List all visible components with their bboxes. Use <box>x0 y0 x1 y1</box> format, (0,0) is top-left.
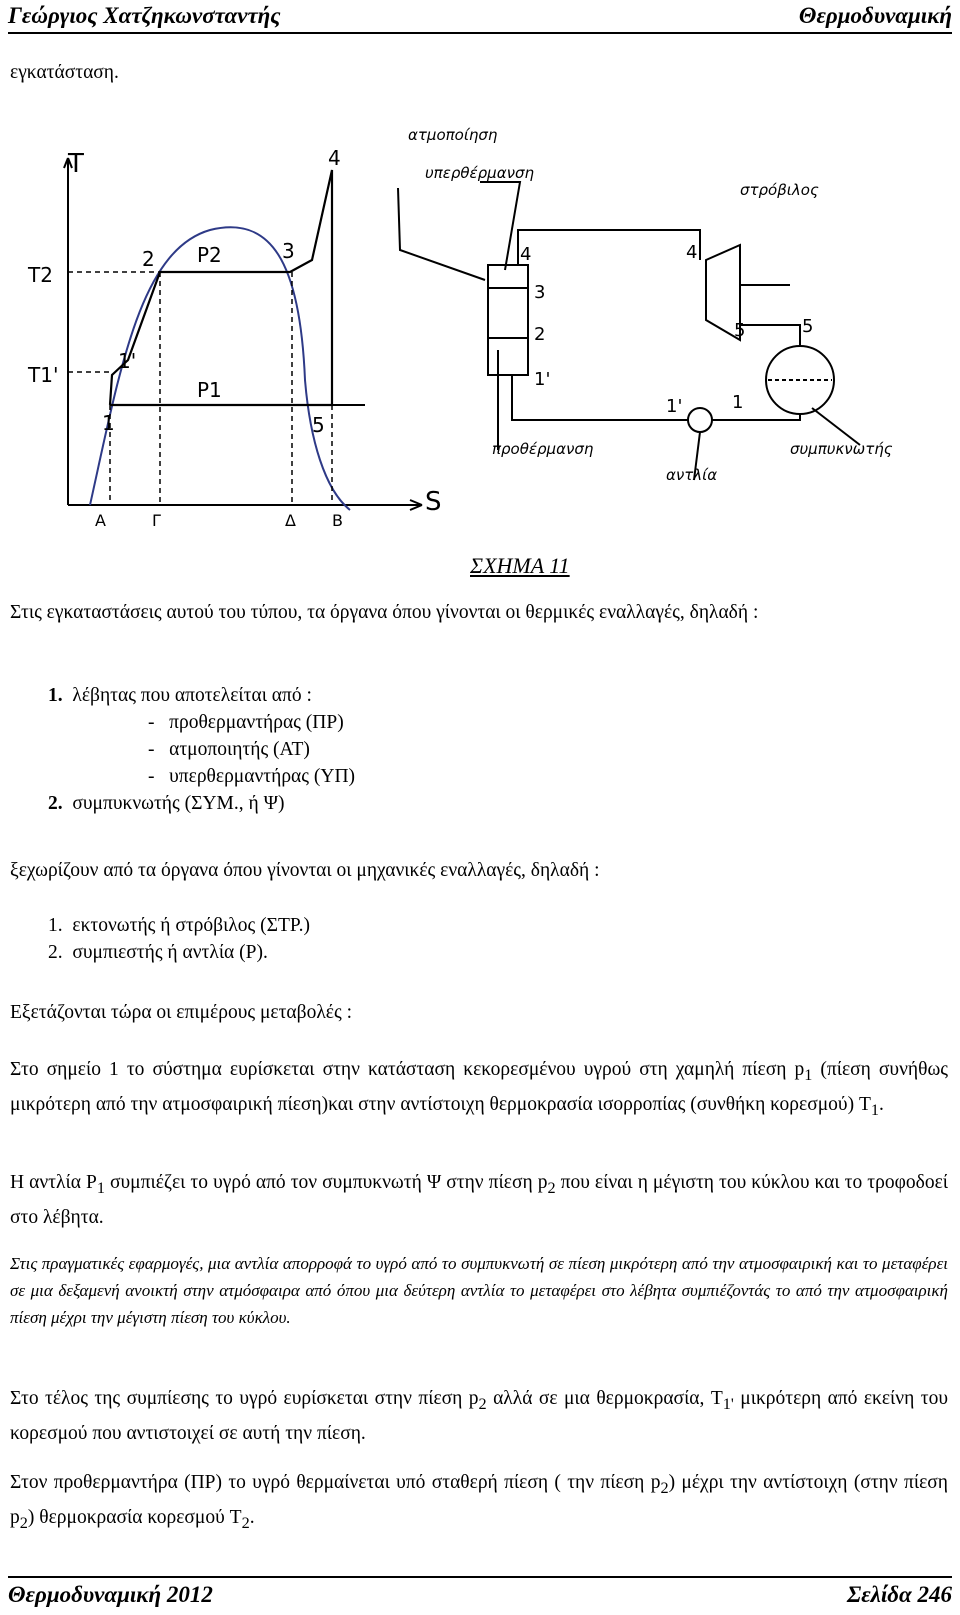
figure-caption: ΣΧΗΜΑ 11 <box>470 553 570 578</box>
tick-gamma: Γ <box>152 511 161 530</box>
condensate-line <box>712 414 800 420</box>
tick-delta: Δ <box>285 511 296 530</box>
label-protherm: προθέρμανση <box>492 440 594 458</box>
label-strovilos: στρόβιλος <box>740 181 819 199</box>
label-sympyknotis: συμπυκνωτής <box>790 440 893 458</box>
t-axis-label: T <box>68 149 84 179</box>
list-text: λέβητας που αποτελείται από : <box>72 685 312 706</box>
node-1prime: 1' <box>534 369 551 390</box>
list-dash: - <box>148 766 155 787</box>
list-item <box>48 763 355 790</box>
label-atmopoiisi: ατμοποίηση <box>408 126 498 144</box>
paragraph-3: Εξετάζονται τώρα οι επιμέρους μεταβολές : <box>10 1002 352 1023</box>
node-1prime-b: 1' <box>666 396 683 417</box>
list-text: συμπυκνωτής (ΣΥΜ., ή Ψ) <box>72 793 285 814</box>
paragraph-8: Στον προθερμαντήρα (ΠΡ) το υγρό θερμαίνεται υπό σταθερή πίεση ( την πίεση $p_2$) μέχρι την αντίστοιχη (στην πίεση $p_2$) θερμοκρασία κορεσμού $T_2$. <box>10 1472 948 1532</box>
list-num: 2. <box>48 793 63 814</box>
t2-label: T2 <box>28 263 53 287</box>
label-yperthermansi: υπερθέρμανση <box>425 164 534 182</box>
node-5a: 5 <box>734 320 746 341</box>
label-antlia: αντλία <box>666 466 718 484</box>
list-num: 2. <box>48 942 63 963</box>
list-text: ατμοποιητής (ΑΤ) <box>169 739 310 760</box>
header-author: Γεώργιος Χατζηκωνσταντής <box>8 3 281 28</box>
list-item <box>48 682 355 709</box>
figure-11 <box>0 110 960 540</box>
list-item <box>48 709 355 736</box>
footer-page-number: Σελίδα 246 <box>846 1582 952 1607</box>
list-item <box>48 790 355 817</box>
intro-line: εγκατάσταση. <box>10 62 119 83</box>
tick-beta: Β <box>332 511 343 530</box>
rankine-cycle <box>110 170 332 405</box>
paragraph-5: Η αντλία $P_1$ συμπιέζει το υγρό από τον συμπυκνωτή Ψ στην πίεση $p_2$ που είναι η μέγιστη του κύκλου και το τροφοδοεί στο λέβητα. <box>10 1172 949 1228</box>
point-2: 2 <box>142 247 155 271</box>
page-header <box>8 0 952 34</box>
p2-label: P2 <box>197 243 222 267</box>
header-subject: Θερμοδυναμική <box>798 3 952 28</box>
list-num: 1. <box>48 685 63 706</box>
steam-line <box>518 230 700 265</box>
node-4b: 4 <box>686 242 698 263</box>
footer-left: Θερμοδυναμική 2012 <box>8 1582 213 1607</box>
paragraph-1: Στις εγκαταστάσεις αυτού του τύπου, τα όργανα όπου γίνονται οι θερμικές εναλλαγές, δηλαδή : <box>10 602 759 623</box>
node-5b: 5 <box>802 316 814 337</box>
list-dash: - <box>148 712 155 733</box>
s-axis-label: S <box>425 487 442 517</box>
paragraph-7: Στο τέλος της συμπίεσης το υγρό ευρίσκεται στην πίεση $p_2$ αλλά σε μια θερμοκρασία, $T_{1'}$ μικρότερη από εκείνη του κορεσμού που αντιστοιχεί σε αυτή την πίεση. <box>10 1388 948 1444</box>
list-text: εκτονωτής ή στρόβιλος (ΣΤΡ.) <box>72 915 310 936</box>
list-item <box>48 912 310 939</box>
node-1: 1 <box>732 392 744 413</box>
list-item <box>48 736 355 763</box>
list-text: συμπιεστής ή αντλία (Ρ). <box>72 942 268 963</box>
point-1: 1 <box>102 411 115 435</box>
point-3: 3 <box>282 239 295 263</box>
point-1prime: 1' <box>118 349 137 373</box>
exhaust-line <box>740 325 800 345</box>
pump <box>688 408 712 432</box>
paragraph-4: Στο σημείο 1 το σύστημα ευρίσκεται στην κατάσταση κεκορεσμένου υγρού στη χαμηλή πίεση $p_1$ (πίεση συνήθως μικρότερη από την ατμοσφαιρική πίεση)και στην αντίστοιχη θερμοκρασία ισορροπίας (συνθήκη κορεσμού) $T_1$. <box>10 1059 949 1119</box>
list-num: 1. <box>48 915 63 936</box>
paragraph-6-note: Στις πραγματικές εφαρμογές, μια αντλία απορροφά το υγρό από το συμπυκνωτή σε πίεση μικρότερη από την ατμοσφαιρική και το μεταφέρει σε μια δεξαμενή ανοικτή στην ατμόσφαιρα από όπου μια δεύτερη αντλία το μεταφέρει στο λέβητα συμπιέζοντάς το από την ατμοσφαιρική πίεση μέχρι την μέγιστη πίεση του κύκλου. <box>10 1254 948 1327</box>
node-2: 2 <box>534 324 546 345</box>
node-3: 3 <box>534 282 546 303</box>
list-dash: - <box>148 739 155 760</box>
boiler <box>488 265 528 375</box>
list-1 <box>48 682 355 817</box>
point-4: 4 <box>328 146 341 170</box>
page-footer <box>8 1576 952 1612</box>
point-5: 5 <box>312 413 325 437</box>
t1p-label: T1' <box>28 363 59 387</box>
paragraph-2: ξεχωρίζουν από τα όργανα όπου γίνονται οι μηχανικές εναλλαγές, δηλαδή : <box>10 860 600 881</box>
p1-label: P1 <box>197 378 222 402</box>
list-item <box>48 939 310 966</box>
list-text: υπερθερμαντήρας (ΥΠ) <box>169 766 356 787</box>
list-2 <box>48 912 310 966</box>
list-text: προθερμαντήρας (ΠΡ) <box>169 712 344 733</box>
tick-alpha: Α <box>95 511 106 530</box>
node-4a: 4 <box>520 244 532 265</box>
